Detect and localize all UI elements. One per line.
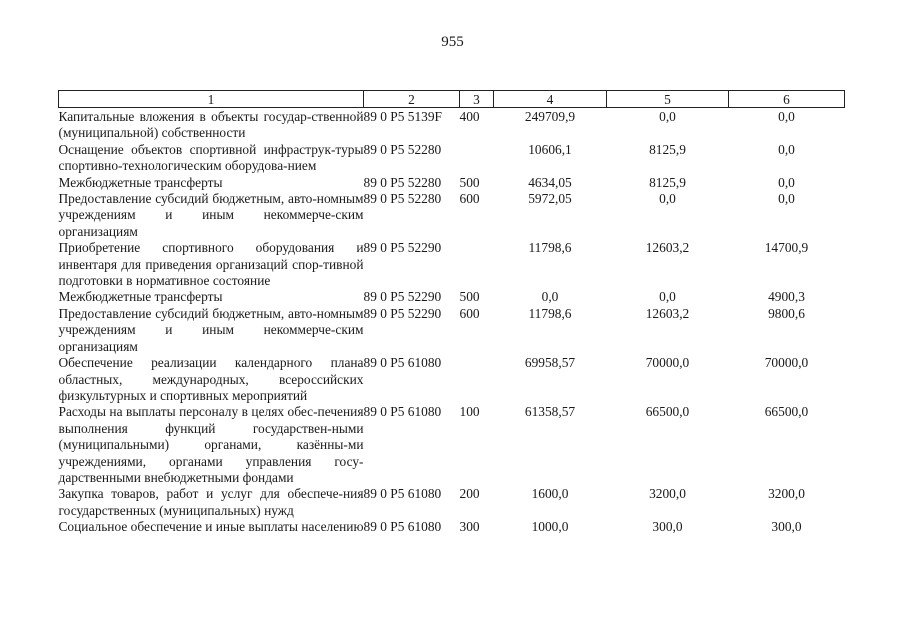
row-name: Межбюджетные трансферты xyxy=(58,174,223,190)
row-code: 89 0 P5 61080 xyxy=(363,486,442,502)
row-value-col4: 1000,0 xyxy=(531,519,569,535)
row-value-col5: 0,0 xyxy=(659,289,676,305)
row-code: 89 0 P5 61080 xyxy=(363,519,442,535)
row-value-col5: 70000,0 xyxy=(645,355,690,371)
row-name: Межбюджетные трансферты xyxy=(58,289,223,305)
row-value-col6: 0,0 xyxy=(778,174,795,190)
row-value-col5: 12603,2 xyxy=(645,305,690,321)
table-row xyxy=(59,404,845,486)
table-row xyxy=(59,240,845,289)
row-code: 89 0 P5 52280 xyxy=(363,141,442,157)
table-row xyxy=(59,519,845,535)
page-number: 955 xyxy=(441,34,464,50)
row-name: Социальное обеспечение и иные выплаты населению xyxy=(58,519,364,535)
table-row xyxy=(59,306,845,355)
header-col-3: 3 xyxy=(460,91,494,108)
header-col-4: 4 xyxy=(494,91,607,108)
row-type: 600 xyxy=(459,191,480,207)
row-code: 89 0 P5 52290 xyxy=(363,289,442,305)
row-value-col6: 300,0 xyxy=(771,519,802,535)
row-value-col4: 249709,9 xyxy=(524,109,576,124)
row-name: Капитальные вложения в объекты государ-ственной (муниципальной) собственности xyxy=(58,109,364,141)
row-type: 400 xyxy=(459,109,480,124)
row-code: 89 0 P5 52290 xyxy=(363,240,442,256)
row-name: Предоставление субсидий бюджетным, авто-номным учреждениям и иным некоммерче-ским организациям xyxy=(58,191,364,239)
table-row xyxy=(59,191,845,240)
row-code: 89 0 P5 52280 xyxy=(363,174,442,190)
table-row xyxy=(59,289,845,305)
row-value-col6: 0,0 xyxy=(778,141,795,157)
row-type xyxy=(460,355,494,404)
row-value-col5: 8125,9 xyxy=(649,174,686,190)
header-row xyxy=(59,91,845,108)
row-type xyxy=(460,240,494,289)
table-row xyxy=(59,108,845,142)
row-type: 500 xyxy=(459,174,480,190)
row-value-col6: 4900,3 xyxy=(768,289,805,305)
row-code: 89 0 P5 52280 xyxy=(363,191,442,207)
row-name: Приобретение спортивного оборудования и инвентаря для приведения организаций спор-тивной подготовки в нормативное состояние xyxy=(58,240,364,289)
header-col-2: 2 xyxy=(364,91,460,108)
row-value-col6: 14700,9 xyxy=(764,240,809,256)
row-value-col6: 3200,0 xyxy=(768,486,805,502)
row-value-col4: 69958,57 xyxy=(524,355,576,371)
table-row xyxy=(59,175,845,191)
row-code: 89 0 P5 5139F xyxy=(363,109,442,124)
table-row xyxy=(59,355,845,404)
row-value-col4: 11798,6 xyxy=(528,305,572,321)
table-row xyxy=(59,486,845,519)
row-value-col5: 12603,2 xyxy=(645,240,690,256)
row-name: Оснащение объектов спортивной инфраструк-туры спортивно-технологическим оборудова-нием xyxy=(58,141,364,174)
row-value-col6: 70000,0 xyxy=(764,355,809,371)
row-name: Обеспечение реализации календарного плана областных, международных, всероссийских физкультурных и спортивных мероприятий xyxy=(58,355,364,403)
row-value-col4: 11798,6 xyxy=(528,240,572,256)
row-value-col5: 3200,0 xyxy=(649,486,686,502)
header-col-1: 1 xyxy=(59,91,364,108)
row-value-col4: 5972,05 xyxy=(528,191,572,207)
row-code: 89 0 P5 61080 xyxy=(363,355,442,371)
table-body xyxy=(59,108,845,536)
row-value-col6: 0,0 xyxy=(778,109,795,124)
row-value-col6: 9800,6 xyxy=(768,305,805,321)
budget-table xyxy=(58,90,845,536)
row-value-col5: 300,0 xyxy=(652,519,683,535)
row-value-col4: 1600,0 xyxy=(531,486,569,502)
header-col-6: 6 xyxy=(729,91,845,108)
row-value-col4: 61358,57 xyxy=(524,404,576,420)
row-value-col5: 8125,9 xyxy=(649,141,686,157)
table-header xyxy=(59,91,845,108)
row-type: 600 xyxy=(459,305,480,321)
row-value-col6: 66500,0 xyxy=(764,404,809,420)
header-col-5: 5 xyxy=(607,91,729,108)
row-code: 89 0 P5 61080 xyxy=(363,404,442,420)
row-type: 300 xyxy=(459,519,480,535)
row-value-col5: 0,0 xyxy=(659,191,676,207)
row-value-col4: 10606,1 xyxy=(528,141,572,157)
table-row xyxy=(59,142,845,175)
row-value-col5: 0,0 xyxy=(659,109,676,124)
row-name: Расходы на выплаты персоналу в целях обес-печения выполнения функций государствен-ными (муниципальными) органами, казённы-ми учреждениями, органами управления госу-дарственными внебюджетными фондами xyxy=(58,404,364,485)
row-name: Предоставление субсидий бюджетным, авто-номным учреждениям и иным некоммерче-ским организациям xyxy=(58,305,364,354)
row-value-col5: 66500,0 xyxy=(645,404,690,420)
row-type: 500 xyxy=(459,289,480,305)
row-type xyxy=(460,142,494,175)
row-name: Закупка товаров, работ и услуг для обеспече-ния государственных (муниципальных) нужд xyxy=(58,486,364,518)
row-code: 89 0 P5 52290 xyxy=(363,305,442,321)
row-value-col4: 4634,05 xyxy=(528,174,572,190)
row-type: 100 xyxy=(459,404,480,420)
row-type: 200 xyxy=(459,486,480,502)
row-value-col4: 0,0 xyxy=(541,289,559,305)
row-value-col6: 0,0 xyxy=(778,191,795,207)
